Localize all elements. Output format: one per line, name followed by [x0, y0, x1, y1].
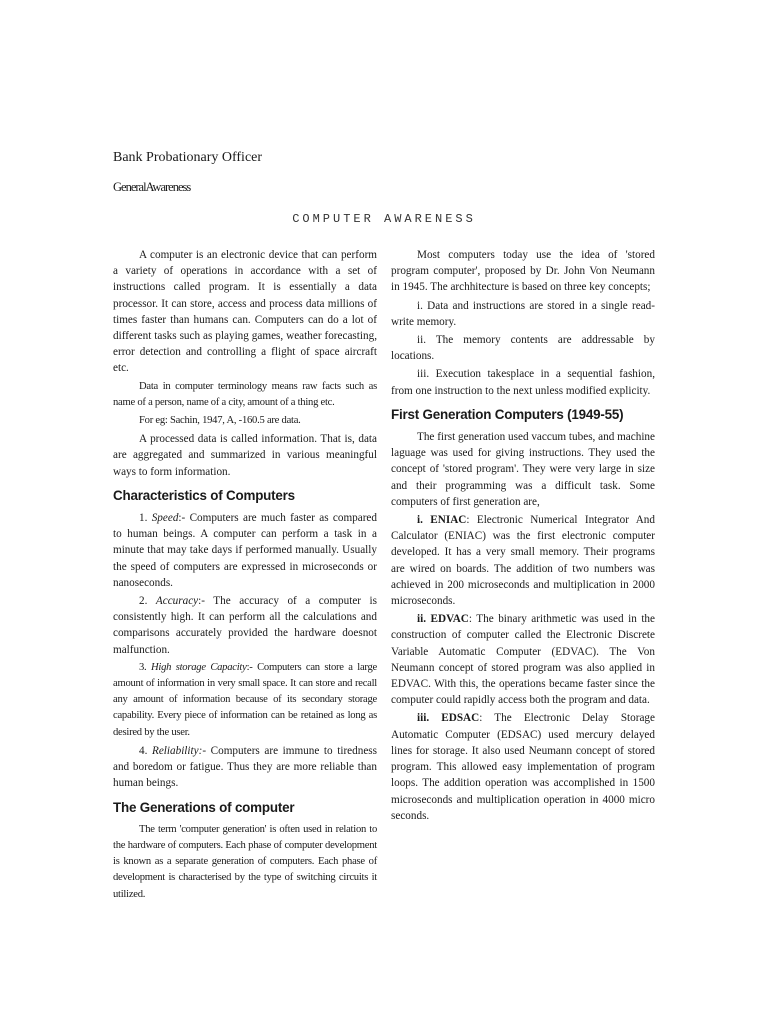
- storage-text: :- Computers can store a large amount of information in very small space. It can store and recall any amount of information because of its secondary storage capability. Every piece of information can be retained as long as desired by the user.: [113, 661, 378, 738]
- accuracy-term: Accuracy: [155, 595, 199, 608]
- eniac-text: : Electronic Numerical Integrator And Calculator (ENIAC) was the first electronic computer developed. It has a very small memory. Their programs are wired on boards. The addition of two numbers was achieved in 200 microseconds and multiplication in 2000 microseconds.: [391, 514, 655, 608]
- reliability-term: Reliability:-: [152, 744, 207, 757]
- eniac-paragraph: [391, 512, 655, 609]
- concept-2: ii. The memory contents are addressable by locations.: [391, 334, 655, 363]
- header-subtitle: GeneralAwareness: [113, 180, 191, 194]
- accuracy-paragraph: [113, 593, 377, 658]
- characteristics-heading: Characteristics of Computers: [113, 487, 295, 503]
- edvac-paragraph: [391, 611, 655, 708]
- first-generation-heading: First Generation Computers (1949-55): [391, 406, 624, 422]
- edsac-text: : The Electronic Delay Storage Automatic Computer (EDSAC) used mercury delayed lines for storage. It also used Neumann concept of stored program. This allowed easy implementation of program loops. The addition operation was accomplished in 1500 microseconds and multiplication operation in 4000 micro seconds.: [391, 712, 655, 822]
- edvac-term: ii. EDVAC: [417, 613, 469, 626]
- data-example-paragraph: For eg: Sachin, 1947, A, -160.5 are data.: [139, 415, 301, 427]
- speed-number: 1.: [139, 512, 152, 525]
- accuracy-number: 2.: [139, 595, 156, 608]
- storage-term: High storage Capacity: [151, 661, 247, 673]
- storage-number: 3.: [139, 661, 151, 673]
- reliability-number: 4.: [139, 744, 152, 757]
- header-title: Bank Probationary Officer: [113, 150, 263, 165]
- left-column: [113, 247, 377, 905]
- reliability-paragraph: [113, 743, 377, 792]
- generations-heading: The Generations of computer: [113, 799, 295, 815]
- speed-term: Speed: [151, 512, 179, 525]
- first-generation-paragraph: The first generation used vaccum tubes, and machine laguage was used for giving instructions. They used the concept of 'stored program'. They were very large in size and their programming was a difficult task. Some computers of first generation are,: [391, 431, 655, 508]
- storage-paragraph: [113, 660, 377, 741]
- data-definition-paragraph: Data in computer terminology means raw facts such as name of a person, name of a city, amount of a thing etc.: [113, 380, 377, 408]
- document-title: COMPUTER AWARENESS: [292, 212, 476, 226]
- accuracy-text: :- The accuracy of a computer is consistently high. It can perform all the calculations and comparisons accurately provided the hardware doesnot malfunction.: [113, 595, 377, 656]
- speed-text: :- Computers are much faster as compared to human beings. A computer can perform a task in a minute that may take days if performed manually. Usually the speed of computers are expressed in microseconds or nanoseconds.: [113, 512, 377, 589]
- generations-paragraph: The term 'computer generation' is often used in relation to the hardware of computers. Each phase of computer development is known as a separate generation of computers. Each phase of development is characterised by the type of switching circuits it utilized.: [113, 823, 377, 900]
- information-paragraph: A processed data is called information. That is, data are aggregated and summarized in various meaningful ways to form information.: [113, 433, 377, 478]
- speed-paragraph: [113, 510, 377, 591]
- reliability-text: Computers are immune to tiredness and boredom or fatigue. Thus they are more reliable than human beings.: [113, 744, 377, 790]
- stored-program-paragraph: Most computers today use the idea of 'stored program computer', proposed by Dr. John Von Neumann in 1945. The archhitecture is based on three key concepts;: [391, 249, 655, 294]
- intro-paragraph: A computer is an electronic device that can perform a variety of operations in accordance with a set of instructions called program. It is essentially a data processor. It can store, access and process data millions of times faster than humans can. Computers can do a lot of different tasks such as playing games, weather forecasting, error detection and controlling a flight of space aircraft etc.: [113, 249, 377, 375]
- concept-1: i. Data and instructions are stored in a single read-write memory.: [391, 299, 655, 328]
- edvac-text: : The binary arithmetic was used in the construction of computer called the Electronic Discrete Variable Automatic Computer (EDVAC). The Von Neumann concept of stored program was also applied in EDVAC. With this, the operations became faster since the computer could rapidly access both the program and data.: [391, 613, 655, 707]
- concept-3: iii. Execution takesplace in a sequential fashion, from one instruction to the next unless modified explicity.: [391, 368, 655, 397]
- right-column: [391, 247, 655, 826]
- eniac-term: i. ENIAC: [417, 514, 467, 527]
- edsac-term: iii. EDSAC: [417, 712, 480, 725]
- edsac-paragraph: [391, 710, 655, 823]
